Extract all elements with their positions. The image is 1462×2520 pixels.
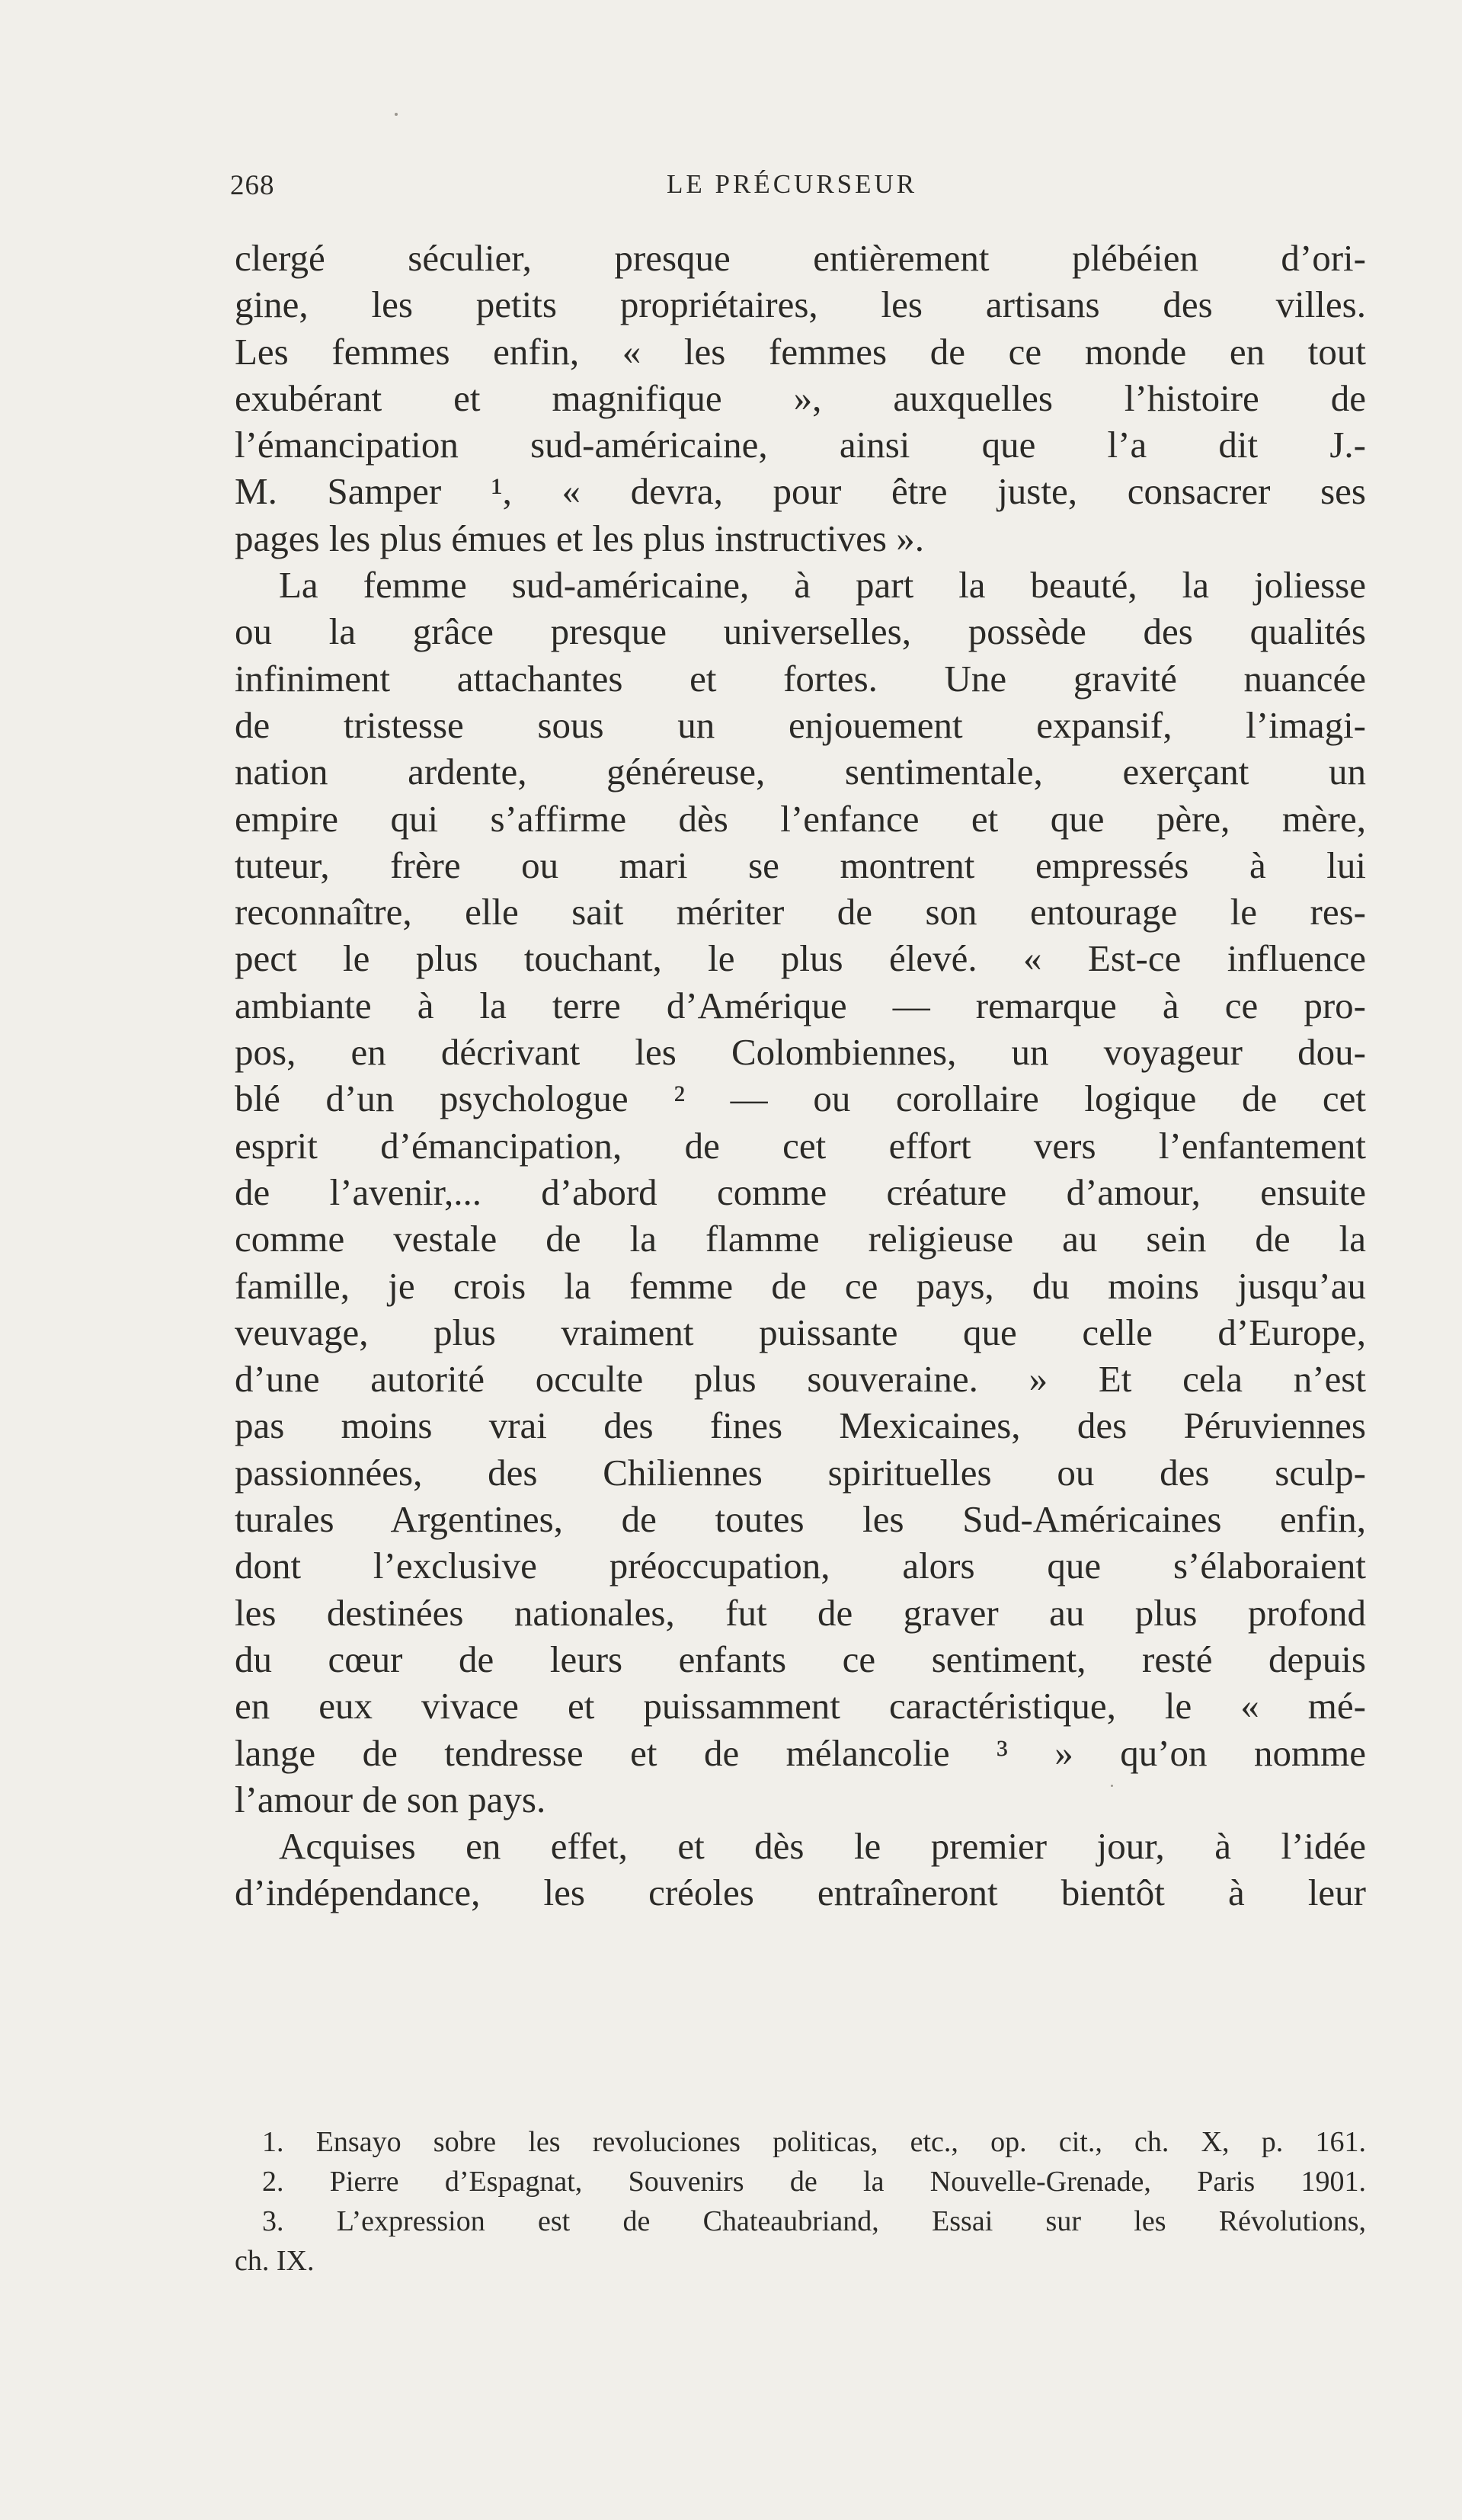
text-line: veuvage, plus vraiment puissante que celle d’Europe,: [235, 1311, 1366, 1353]
text-line: Acquises en effet, et dès le premier jour, à l’idée: [279, 1825, 1366, 1868]
text-line: en eux vivace et puissamment caractéristique, le « mé-: [235, 1685, 1366, 1727]
footnote: 3. L’expression est de Chateaubriand, Essai sur les Révolutions,: [262, 2205, 1366, 2237]
text-line: pas moins vrai des fines Mexicaines, des Péruviennes: [235, 1404, 1366, 1447]
paper-speck: [1111, 1785, 1113, 1787]
text-line: infiniment attachantes et fortes. Une gravité nuancée: [235, 657, 1366, 700]
text-line: l’amour de son pays.: [235, 1778, 546, 1820]
text-line: lange de tendresse et de mélancolie ³ » qu’on nomme: [235, 1731, 1366, 1774]
text-line: clergé séculier, presque entièrement plébéien d’ori-: [235, 237, 1366, 279]
text-line: les destinées nationales, fut de graver au plus profond: [235, 1591, 1366, 1634]
text-line: tuteur, frère ou mari se montrent empressés à lui: [235, 844, 1366, 886]
text-line: esprit d’émancipation, de cet effort vers l’enfantement: [235, 1124, 1366, 1167]
text-line: de l’avenir,... d’abord comme créature d’amour, ensuite: [235, 1170, 1366, 1213]
text-line: empire qui s’affirme dès l’enfance et que père, mère,: [235, 797, 1366, 840]
footnote: ch. IX.: [235, 2245, 315, 2277]
text-line: comme vestale de la flamme religieuse au sein de la: [235, 1218, 1366, 1260]
text-line: dont l’exclusive préoccupation, alors que s’élaboraient: [235, 1545, 1366, 1587]
footnote: 2. Pierre d’Espagnat, Souvenirs de la Nouvelle-Grenade, Paris 1901.: [262, 2166, 1366, 2198]
text-line: pos, en décrivant les Colombiennes, un voyageur dou-: [235, 1031, 1366, 1074]
paper-speck: [395, 113, 398, 116]
text-line: du cœur de leurs enfants ce sentiment, resté depuis: [235, 1638, 1366, 1680]
text-line: nation ardente, généreuse, sentimentale, exerçant un: [235, 751, 1366, 793]
text-line: passionnées, des Chiliennes spirituelles ou des sculp-: [235, 1451, 1366, 1494]
text-line: Les femmes enfin, « les femmes de ce monde en tout: [235, 330, 1366, 373]
running-head: LE PRÉCURSEUR: [667, 169, 918, 199]
body-text: [235, 235, 1366, 1916]
text-line: exubérant et magnifique », auxquelles l’histoire de: [235, 376, 1366, 419]
text-line: pect le plus touchant, le plus élevé. « Est-ce influence: [235, 937, 1366, 980]
text-line: l’émancipation sud-américaine, ainsi que l’a dit J.-: [235, 424, 1366, 466]
text-line: ambiante à la terre d’Amérique — remarque à ce pro-: [235, 984, 1366, 1026]
text-line: pages les plus émues et les plus instructives ».: [235, 517, 924, 559]
page-number: 268: [230, 170, 275, 201]
text-line: La femme sud-américaine, à part la beauté, la joliesse: [279, 564, 1366, 607]
footnote: 1. Ensayo sobre les revoluciones politicas, etc., op. cit., ch. X, p. 161.: [262, 2126, 1366, 2158]
text-line: reconnaître, elle sait mériter de son entourage le res-: [235, 891, 1366, 933]
text-line: turales Argentines, de toutes les Sud-Américaines enfin,: [235, 1498, 1366, 1541]
text-line: famille, je crois la femme de ce pays, du moins jusqu’au: [235, 1264, 1366, 1307]
page-header: [230, 169, 1365, 207]
text-line: d’indépendance, les créoles entraîneront bientôt à leur: [235, 1872, 1366, 1914]
footnotes: [235, 2122, 1366, 2281]
text-line: de tristesse sous un enjouement expansif, l’imagi-: [235, 703, 1366, 746]
text-line: M. Samper ¹, « devra, pour être juste, consacrer ses: [235, 470, 1366, 513]
text-line: gine, les petits propriétaires, les artisans des villes.: [235, 283, 1366, 326]
text-line: blé d’un psychologue ² — ou corollaire logique de cet: [235, 1077, 1366, 1120]
text-line: ou la grâce presque universelles, possède des qualités: [235, 610, 1366, 653]
text-line: d’une autorité occulte plus souveraine. » Et cela n’est: [235, 1358, 1366, 1401]
